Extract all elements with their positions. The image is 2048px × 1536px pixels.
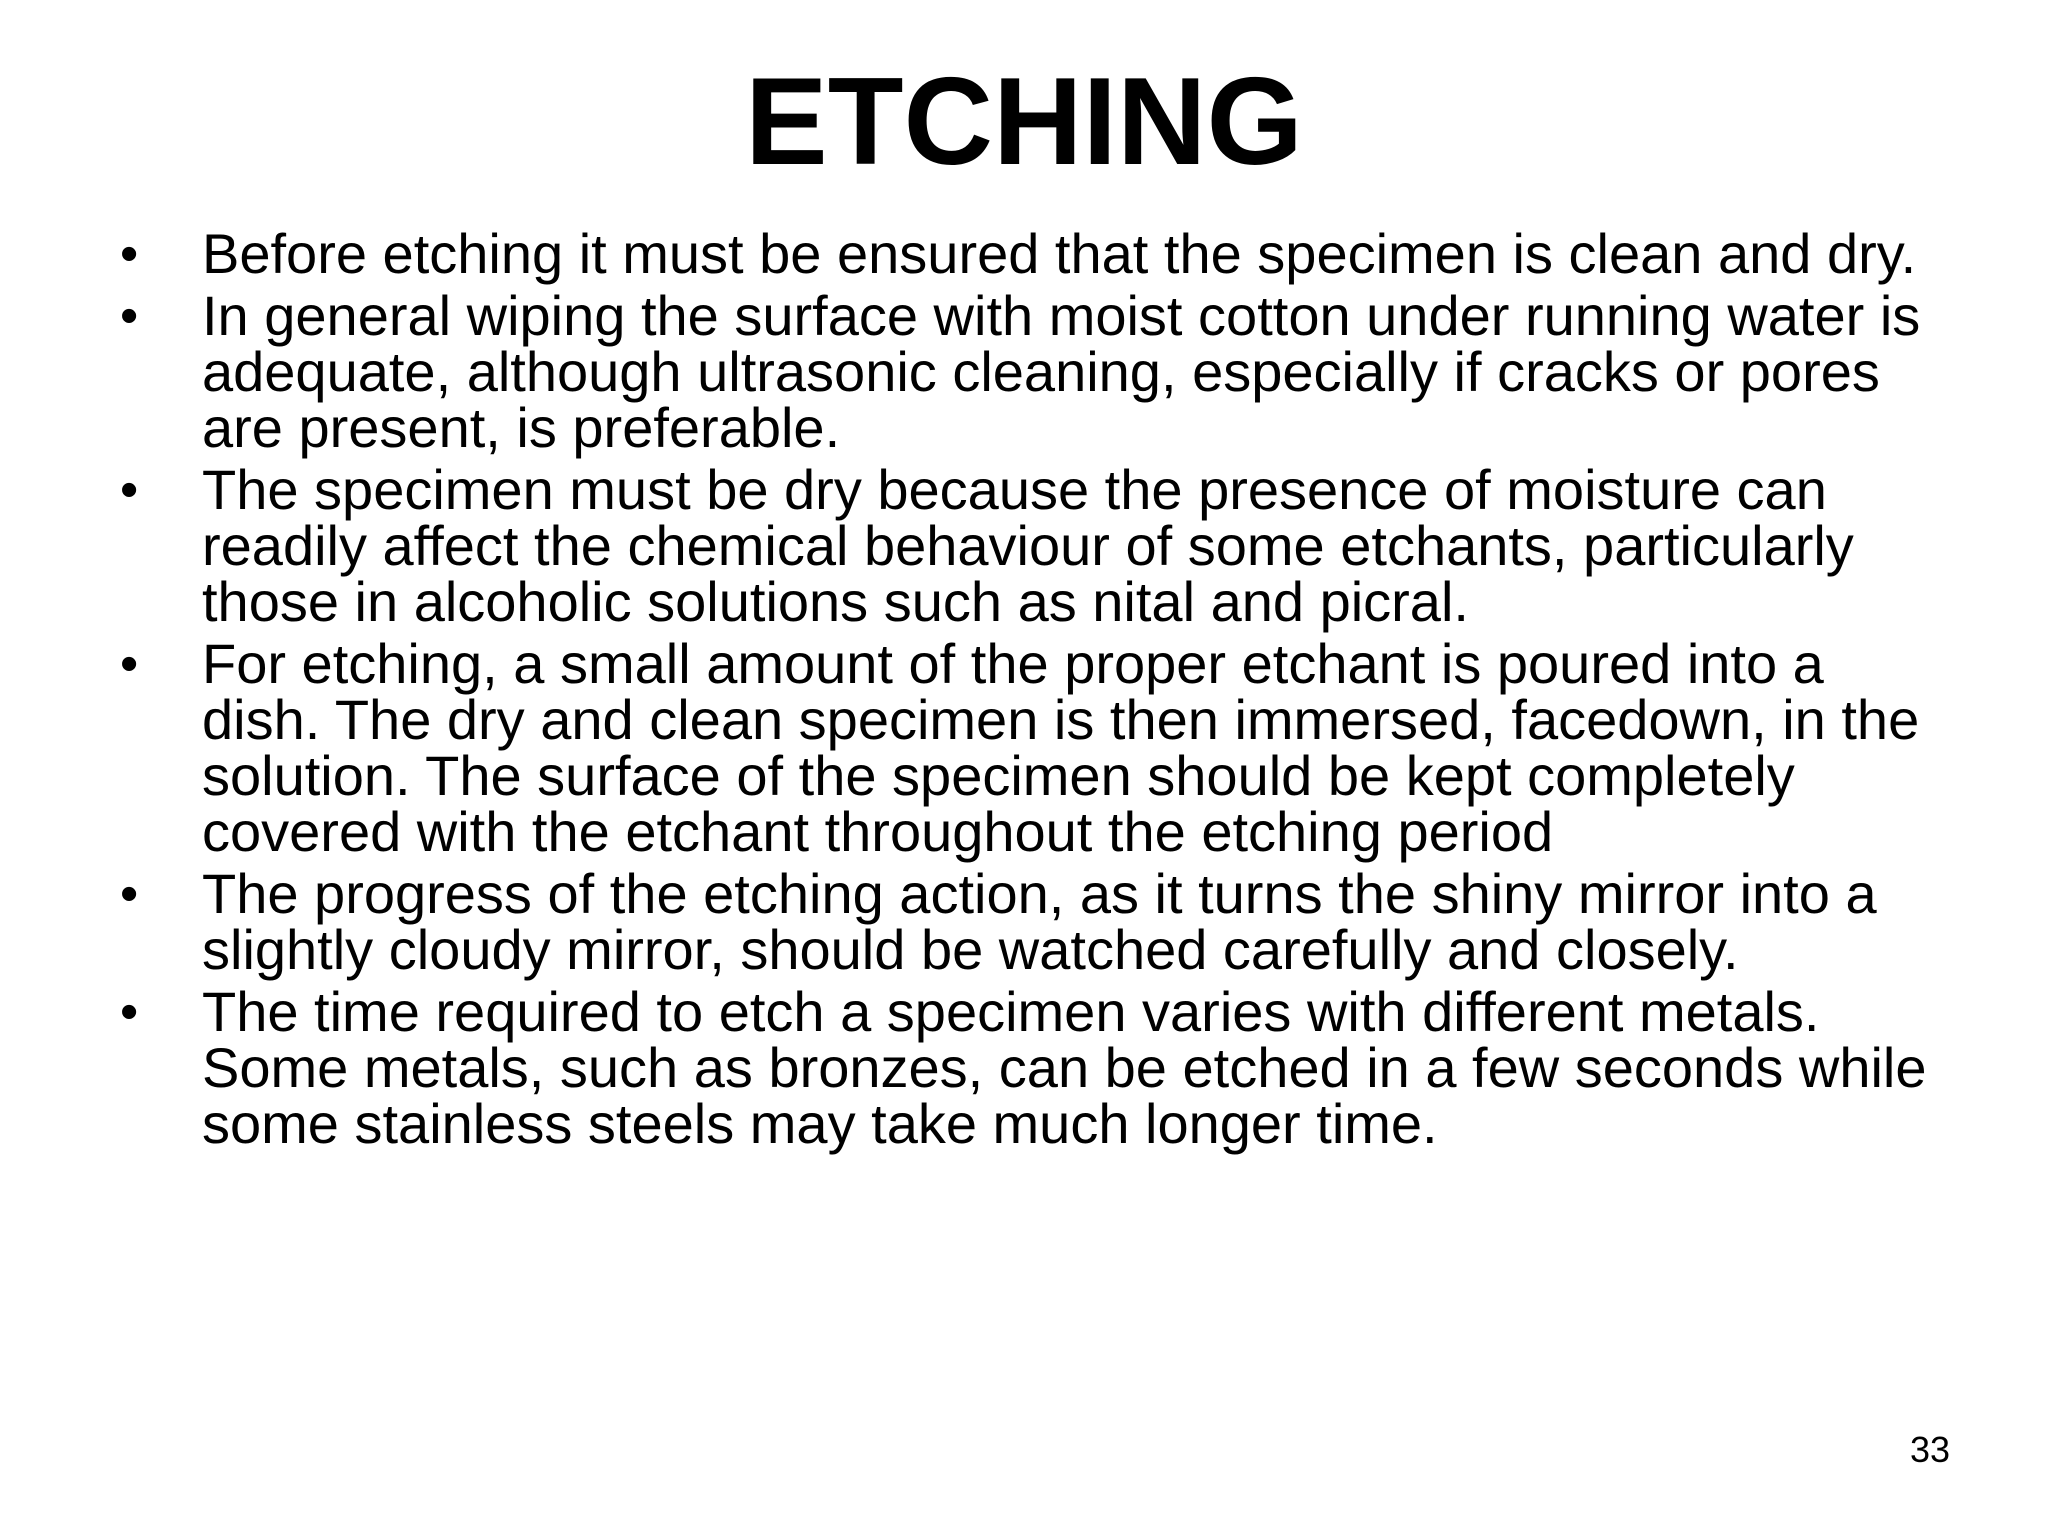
bullet-item <box>120 862 1950 981</box>
bullet-text: In general wiping the surface with moist cotton under running water is adequate, although ultrasonic cleaning, especially if cracks or pores are present, is preferable. <box>202 284 1921 459</box>
bullet-marker: • <box>120 225 139 283</box>
page-number: 33 <box>1909 1429 1950 1470</box>
bullet-marker: • <box>120 983 139 1041</box>
bullet-text: Before etching it must be ensured that the specimen is clean and dry. <box>202 222 1917 285</box>
bullet-item <box>120 284 1950 459</box>
bullet-text: For etching, a small amount of the proper etchant is poured into a dish. The dry and clean specimen is then immersed, facedown, in the solution. The surface of the specimen should be kept completely covered with the etchant throughout the etching period <box>202 632 1920 863</box>
bullet-item <box>120 980 1950 1155</box>
bullet-item <box>120 632 1950 863</box>
bullet-marker: • <box>120 865 139 923</box>
bullet-item <box>120 222 1950 285</box>
bullet-item <box>120 458 1950 633</box>
bullet-list <box>120 222 1950 1158</box>
bullet-marker: • <box>120 461 139 519</box>
slide-title: ETCHING <box>745 53 1303 191</box>
bullet-text: The progress of the etching action, as it turns the shiny mirror into a slightly cloudy mirror, should be watched carefully and closely. <box>202 862 1877 981</box>
bullet-marker: • <box>120 635 139 693</box>
bullet-text: The specimen must be dry because the presence of moisture can readily affect the chemical behaviour of some etchants, particularly those in alcoholic solutions such as nital and picral. <box>202 458 1854 633</box>
bullet-text: The time required to etch a specimen varies with different metals. Some metals, such as bronzes, can be etched in a few seconds while some stainless steels may take much longer time. <box>202 980 1927 1155</box>
bullet-marker: • <box>120 287 139 345</box>
